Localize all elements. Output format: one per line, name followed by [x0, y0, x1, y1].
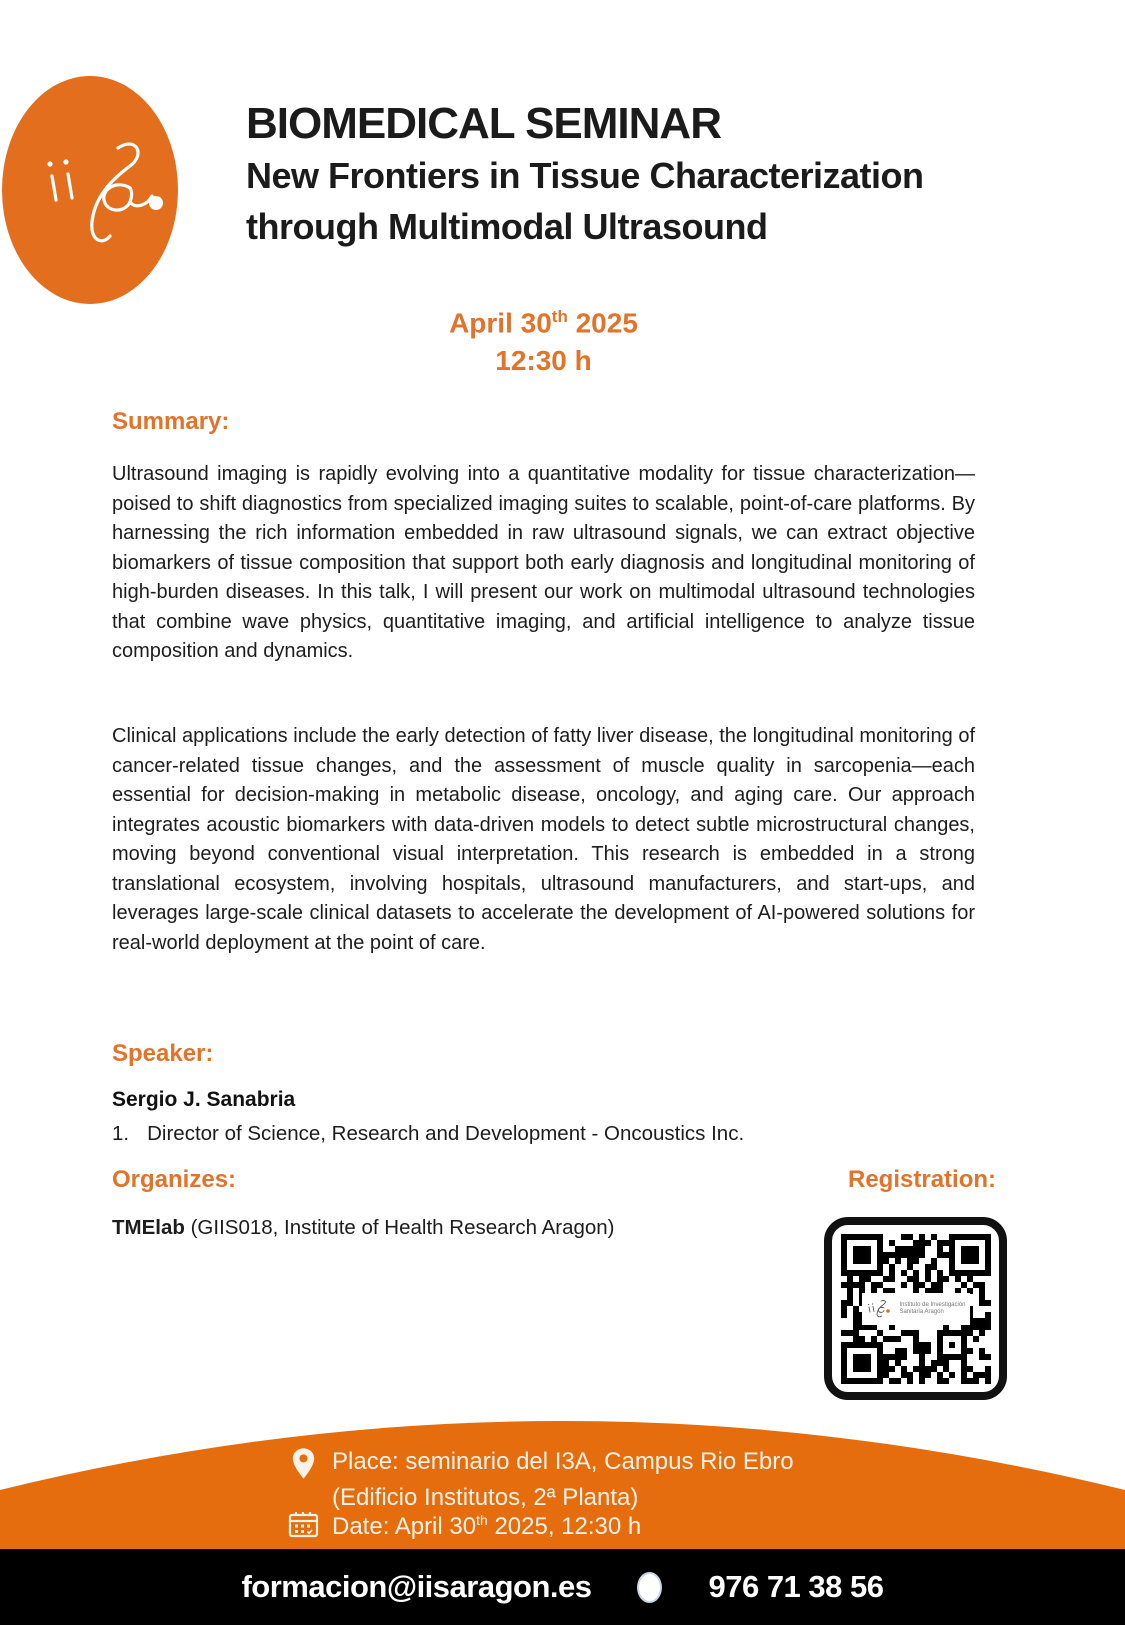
- affiliation-text: Director of Science, Research and Development - Oncoustics Inc.: [147, 1122, 745, 1145]
- iisa-logo: [2, 72, 188, 312]
- event-time: 12:30 h: [495, 345, 592, 377]
- summary-paragraph-1: Ultrasound imaging is rapidly evolving into a quantitative modality for tissue characterization—poised to shift diagnostics from specialized imaging suites to scalable, point-of-care platforms. By harnessing the rich information embedded in raw ultrasound signals, we can extract objective biomarkers of tissue composition that support both early diagnosis and longitudinal monitoring of high-burden diseases. In this talk, I will present our work on multimodal ultrasound technologies that combine wave physics, quantitative imaging, and artificial intelligence to analyze tissue composition and dynamics.: [112, 463, 975, 662]
- organizes-heading: Organizes:: [112, 1166, 237, 1193]
- footer-place-line2: (Edificio Institutos, 2ª Planta): [332, 1484, 639, 1511]
- calendar-icon: [288, 1510, 319, 1538]
- affiliation-number: 1.: [112, 1122, 130, 1145]
- event-datetime: [112, 298, 975, 380]
- organizer-lab: TMElab: [112, 1216, 185, 1239]
- organizer-detail: (GIIS018, Institute of Health Research Aragon): [184, 1216, 615, 1239]
- summary-paragraph-2: Clinical applications include the early detection of fatty liver disease, the longitudinal monitoring of cancer-related tissue changes, and the assessment of muscle quality in sarcopenia—each essential for decision-making in metabolic disease, oncology, and aging care. Our approach integrates acoustic biomarkers with data-driven models to detect subtle microstructural changes, moving beyond conventional visual interpretation. This research is embedded in a strong translational ecosystem, involving hospitals, ultrasound manufacturers, and start-ups, and leverages large-scale clinical datasets to accelerate the development of AI-powered solutions for real-world deployment at the point of care.: [112, 725, 975, 954]
- footer-place-line1: Place: seminario del I3A, Campus Rio Ebro: [332, 1448, 794, 1475]
- speaker-heading: Speaker:: [112, 1040, 214, 1067]
- event-date: April 30th 2025: [449, 307, 638, 339]
- seminar-subtitle-line1: New Frontiers in Tissue Characterization: [246, 155, 924, 196]
- seminar-subtitle-line2: through Multimodal Ultrasound: [246, 206, 768, 247]
- speaker-name: Sergio J. Sanabria: [112, 1088, 296, 1111]
- dot-separator-icon: [637, 1572, 662, 1603]
- location-pin-icon: [290, 1447, 317, 1480]
- contact-bar: [0, 1549, 1125, 1625]
- speaker-affiliation: [112, 1122, 744, 1146]
- qr-center-logo: [862, 1293, 970, 1325]
- footer-date-line: Date: April 30th 2025, 12:30 h: [332, 1512, 642, 1540]
- contact-email: formacion@iisaragon.es: [241, 1569, 592, 1604]
- qr-iisa-mark-icon: [865, 1298, 895, 1320]
- contact-phone: 976 71 38 56: [708, 1569, 884, 1604]
- organizer-line: [112, 1216, 615, 1240]
- logo-dot: [149, 196, 163, 210]
- registration-heading: Registration:: [848, 1166, 997, 1193]
- page-title: [246, 97, 924, 252]
- qr-label-text: Instituto de Investigación Sanitaria Aragón: [899, 1301, 966, 1315]
- summary-heading: Summary:: [112, 408, 230, 435]
- logo-circle: [2, 76, 178, 304]
- seminar-title: BIOMEDICAL SEMINAR: [246, 99, 721, 148]
